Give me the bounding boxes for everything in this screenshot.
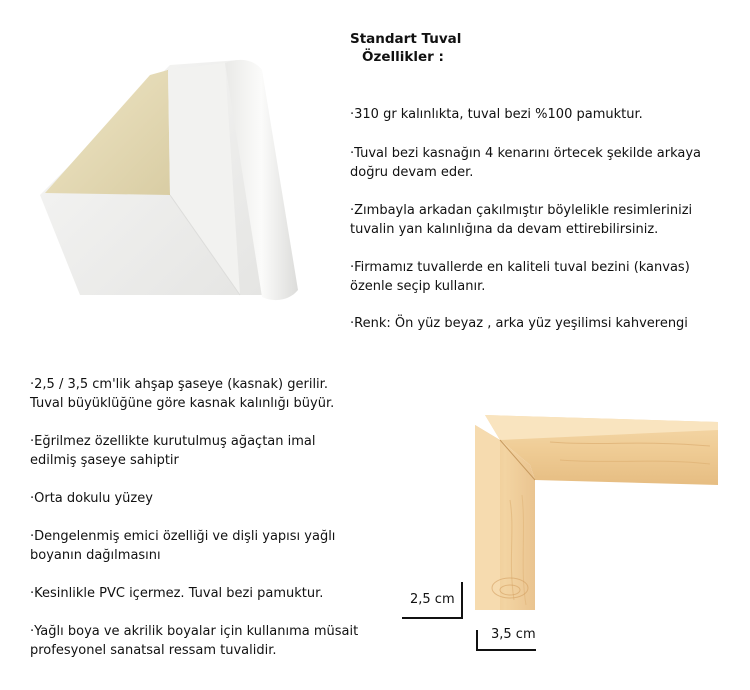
feature-item: ·Kesinlikle PVC içermez. Tuval bezi pamuktur. [30, 586, 324, 601]
width-dimension-line [476, 649, 536, 651]
height-dimension-base [402, 617, 463, 619]
feature-item: ·Yağlı boya ve akrilik boyalar için kullanıma müsait profesyonel sanatsal ressam tuvalidir. [30, 624, 359, 658]
canvas-roll-image [40, 55, 300, 305]
product-title-block [350, 30, 461, 66]
height-dimension-line [461, 582, 463, 618]
feature-item: ·2,5 / 3,5 cm'lik ahşap şaseye (kasnak) gerilir. Tuval büyüklüğüne göre kasnak kalınlığı büyür. [30, 377, 335, 411]
feature-item: ·Firmamız tuvallerde en kaliteli tuval bezini (kanvas) özenle seçip kullanır. [350, 260, 690, 294]
feature-item: ·310 gr kalınlıkta, tuval bezi %100 pamuktur. [350, 107, 643, 122]
feature-item: ·Zımbayla arkadan çakılmıştır böylelikle resimlerinizi tuvalin yan kalınlığına da devam ettirebilirsiniz. [350, 203, 693, 237]
feature-item: ·Tuval bezi kasnağın 4 kenarını örtecek şekilde arkaya doğru devam eder. [350, 146, 701, 180]
feature-item: ·Orta dokulu yüzey [30, 491, 153, 506]
width-dimension-tick [476, 630, 478, 650]
width-dimension-label: 3,5 cm [491, 627, 536, 642]
height-dimension-label: 2,5 cm [410, 592, 455, 607]
feature-item: ·Eğrilmez özellikte kurutulmuş ağaçtan imal edilmiş şaseye sahiptir [30, 434, 316, 468]
feature-item: ·Dengelenmiş emici özelliği ve dişli yapısı yağlı boyanın dağılmasını [30, 529, 336, 563]
features-heading: Özellikler : [362, 49, 444, 65]
product-title: Standart Tuval [350, 31, 462, 47]
wooden-frame-image [470, 410, 720, 615]
feature-item: ·Renk: Ön yüz beyaz , arka yüz yeşilimsi kahverengi [350, 316, 688, 331]
